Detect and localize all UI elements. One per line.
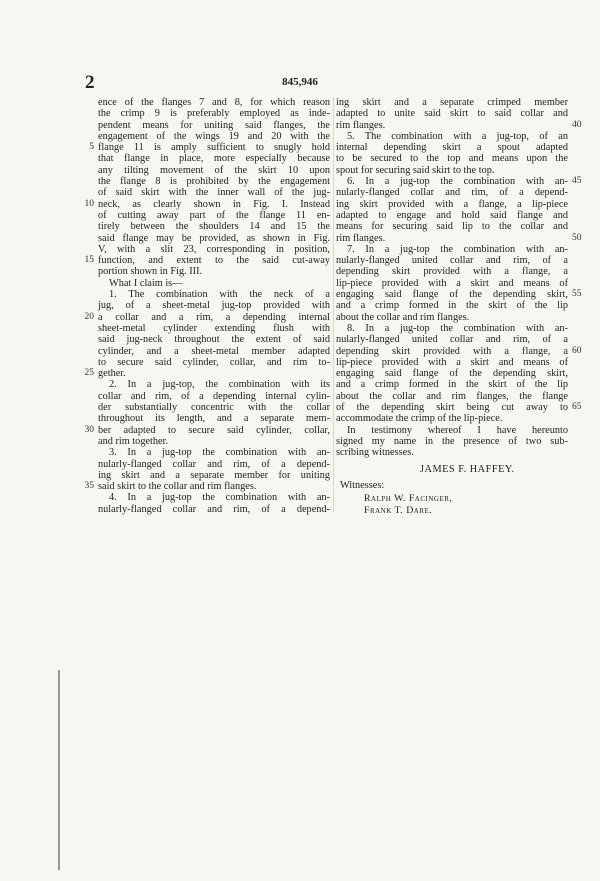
line-text: 2. In a jug-top, the combination with its — [109, 379, 330, 391]
text-line — [336, 97, 568, 108]
text-line — [336, 368, 568, 379]
line-text: of the depending skirt being cut away to — [336, 402, 568, 414]
line-text: lip-piece provided with a skirt and means of — [336, 356, 568, 368]
line-text: of said skirt with the inner wall of the jug- — [98, 187, 330, 199]
right-text-lines — [336, 97, 582, 459]
line-text: portion shown in Fig. III. — [98, 266, 203, 278]
inventor-signature: JAMES F. HAFFEY. — [420, 463, 515, 475]
text-line — [98, 187, 330, 198]
text-line — [336, 199, 568, 210]
text-line — [98, 131, 330, 142]
text-line — [336, 345, 582, 357]
line-text: function, and extent to the said cut-away — [98, 255, 330, 267]
line-text: engaging said flange of the depending skirt, — [336, 368, 568, 380]
binding-edge-mark — [58, 670, 60, 870]
line-text: What I claim is— — [109, 277, 183, 289]
text-line — [84, 424, 330, 436]
text-line — [98, 266, 330, 277]
witness-name: Ralph W. Facinger, — [364, 492, 453, 504]
patent-number: 845,946 — [282, 76, 318, 88]
line-number: 25 — [84, 368, 94, 379]
text-line — [84, 311, 330, 323]
line-text: V, with a slit 23, corresponding in position, — [98, 243, 330, 255]
text-line — [84, 481, 330, 493]
line-text: 3. In a jug-top the combination with an- — [109, 447, 330, 459]
line-text: about the collar and rim flanges. — [336, 311, 470, 323]
line-text: flange 11 is amply sufficient to snugly hold — [98, 142, 330, 154]
text-line — [98, 153, 330, 164]
text-line — [336, 176, 582, 188]
line-text: adapted to unite said skirt to said collar and — [336, 108, 568, 120]
line-text: 5. The combination with a jug-top, of an — [347, 130, 568, 142]
line-text: accommodate the crimp of the lip-piece. — [336, 413, 503, 425]
line-text: 7. In a jug-top the combination with an- — [347, 243, 568, 255]
text-line — [336, 436, 568, 447]
text-line — [336, 131, 568, 142]
line-text: about the collar and rim flanges, the flange — [336, 390, 568, 402]
left-text-column — [84, 97, 330, 515]
line-text: der substantially concentric with the collar — [98, 402, 330, 414]
line-text: 4. In a jug-top the combination with an- — [109, 492, 330, 504]
text-line — [336, 232, 582, 244]
line-text: engaging said flange of the depending skirt, — [336, 289, 568, 301]
line-text: ing skirt and a separate crimped member — [336, 97, 568, 108]
line-number: 65 — [572, 402, 582, 413]
text-line — [98, 492, 330, 503]
line-text: 6. In a jug-top the combination with an- — [347, 176, 568, 188]
text-line — [336, 300, 568, 311]
line-text: the flange 8 is prohibited by the engagement — [98, 176, 330, 188]
line-text: tirely between the shoulders 14 and 15 the — [98, 221, 330, 233]
witness-name: Frank T. Dare. — [364, 504, 433, 516]
text-line — [336, 289, 582, 301]
text-line — [98, 413, 330, 424]
line-text: signed my name in the presence of two sub- — [336, 435, 568, 447]
line-text: the crimp 9 is preferably employed as inde- — [98, 108, 330, 120]
line-text: a collar and a rim, a depending internal — [98, 311, 330, 323]
line-text: sheet-metal cylinder extending flush with — [98, 322, 330, 334]
line-number: 15 — [84, 255, 94, 266]
text-line — [98, 97, 330, 108]
column-divider — [333, 97, 334, 512]
line-text: cylinder, and a sheet-metal member adapted — [98, 345, 330, 357]
line-text: throughout its length, and a separate mem- — [98, 413, 330, 425]
text-line — [98, 379, 330, 390]
text-line — [98, 357, 330, 368]
text-line — [84, 198, 330, 210]
text-line — [89, 142, 330, 154]
text-line — [336, 108, 568, 119]
text-line — [98, 323, 330, 334]
line-number: 5 — [89, 142, 94, 153]
line-text: ber adapted to secure said cylinder, collar, — [98, 424, 330, 436]
text-line — [336, 379, 568, 390]
line-number: 60 — [572, 345, 582, 356]
line-text: said skirt to the collar and rim flanges. — [98, 481, 257, 493]
line-text: nularly-flanged united collar and rim, of a — [336, 255, 568, 267]
line-number: 45 — [572, 176, 582, 187]
text-line — [98, 402, 330, 413]
text-line — [98, 334, 330, 345]
text-line — [336, 119, 582, 131]
text-line — [336, 142, 568, 153]
text-line — [98, 108, 330, 119]
line-text: of cutting away part of the flange 11 en- — [98, 209, 330, 221]
line-text: rim flanges. — [336, 119, 386, 131]
page-number: 2 — [85, 72, 96, 93]
line-text: ence of the flanges 7 and 8, for which reason — [98, 97, 330, 108]
text-line — [336, 165, 568, 176]
text-line — [98, 120, 330, 131]
line-text: 8. In a jug-top the combination with an- — [347, 322, 568, 334]
line-text: depending skirt provided with a flange, a — [336, 266, 568, 278]
line-text: said jug-neck throughout the extent of said — [98, 334, 330, 346]
text-line — [336, 278, 568, 289]
text-line — [336, 334, 568, 345]
text-line — [336, 187, 568, 198]
line-text: pendent means for uniting said flanges, the — [98, 119, 330, 131]
text-line — [98, 221, 330, 232]
line-text: 1. The combination with the neck of a — [109, 289, 330, 301]
line-text: collar and rim, of a depending internal cylin- — [98, 390, 330, 402]
text-line — [336, 210, 568, 221]
line-text: to secure said cylinder, collar, and rim to- — [98, 356, 330, 368]
text-line — [336, 391, 568, 402]
text-line — [336, 447, 568, 458]
text-line — [98, 436, 330, 447]
text-line — [336, 255, 568, 266]
line-text: nularly-flanged collar and rim, of a depend- — [336, 187, 568, 199]
line-text: and rim together. — [98, 435, 169, 447]
line-number: 35 — [84, 481, 94, 492]
line-text: said flange may be provided, as shown in Fig. — [98, 232, 330, 244]
text-line — [98, 346, 330, 357]
text-line — [98, 233, 330, 244]
line-text: In testimony whereof I have hereunto — [347, 424, 568, 436]
line-text: nularly-flanged collar and rim, of a depend- — [98, 503, 330, 515]
line-text: depending skirt provided with a flange, a — [336, 345, 568, 357]
line-text: jug, of a sheet-metal jug-top provided with — [98, 300, 330, 312]
line-text: internal depending skirt a spout adapted — [336, 142, 568, 154]
text-line — [98, 504, 330, 515]
witnesses-label: Witnesses: — [340, 479, 385, 491]
line-text: that flange in place, more especially because — [98, 153, 330, 165]
line-number: 10 — [84, 198, 94, 209]
text-line — [336, 357, 568, 368]
line-number: 50 — [572, 232, 582, 243]
line-text: gether. — [98, 368, 126, 380]
line-text: lip-piece provided with a skirt and means of — [336, 277, 568, 289]
text-line — [336, 244, 568, 255]
line-text: engagement of the wings 19 and 20 with the — [98, 130, 330, 142]
line-number: 55 — [572, 289, 582, 300]
text-line — [84, 368, 330, 380]
text-line — [98, 300, 330, 311]
text-line — [98, 210, 330, 221]
text-line — [336, 266, 568, 277]
line-text: and a crimp formed in the skirt of the lip — [336, 300, 568, 312]
line-text: any tilting movement of the skirt 10 upon — [98, 164, 330, 176]
text-line — [98, 459, 330, 470]
line-text: ing skirt provided with a flange, a lip-piece — [336, 198, 568, 210]
text-line — [336, 425, 568, 436]
line-text: to be secured to the top and means upon the — [336, 153, 568, 165]
right-text-column — [336, 97, 582, 517]
line-text: adapted to engage and hold said flange and — [336, 209, 568, 221]
text-line — [336, 413, 568, 424]
text-line — [98, 176, 330, 187]
line-text: means for securing said lip to the collar and — [336, 221, 568, 233]
text-line — [98, 289, 330, 300]
line-number: 30 — [84, 424, 94, 435]
text-line — [336, 221, 568, 232]
text-line — [336, 323, 568, 334]
text-line — [98, 244, 330, 255]
text-line — [98, 447, 330, 458]
line-text: rim flanges. — [336, 232, 386, 244]
line-number: 40 — [572, 119, 582, 130]
text-line — [336, 402, 582, 414]
line-text: nularly-flanged collar and rim, of a depend- — [98, 458, 330, 470]
line-number: 20 — [84, 311, 94, 322]
text-line — [98, 391, 330, 402]
text-line — [336, 312, 568, 323]
text-line — [84, 255, 330, 267]
text-line — [98, 165, 330, 176]
text-line — [98, 470, 330, 481]
line-text: spout for securing said skirt to the top. — [336, 164, 495, 176]
text-line — [98, 278, 330, 289]
line-text: nularly-flanged united collar and rim, of a — [336, 334, 568, 346]
line-text: ing skirt and a separate member for uniting — [98, 469, 330, 481]
line-text: and a crimp formed in the skirt of the lip — [336, 379, 568, 391]
text-line — [336, 153, 568, 164]
line-text: neck, as clearly shown in Fig. I. Instead — [98, 198, 330, 210]
line-text: scribing witnesses. — [336, 447, 414, 459]
